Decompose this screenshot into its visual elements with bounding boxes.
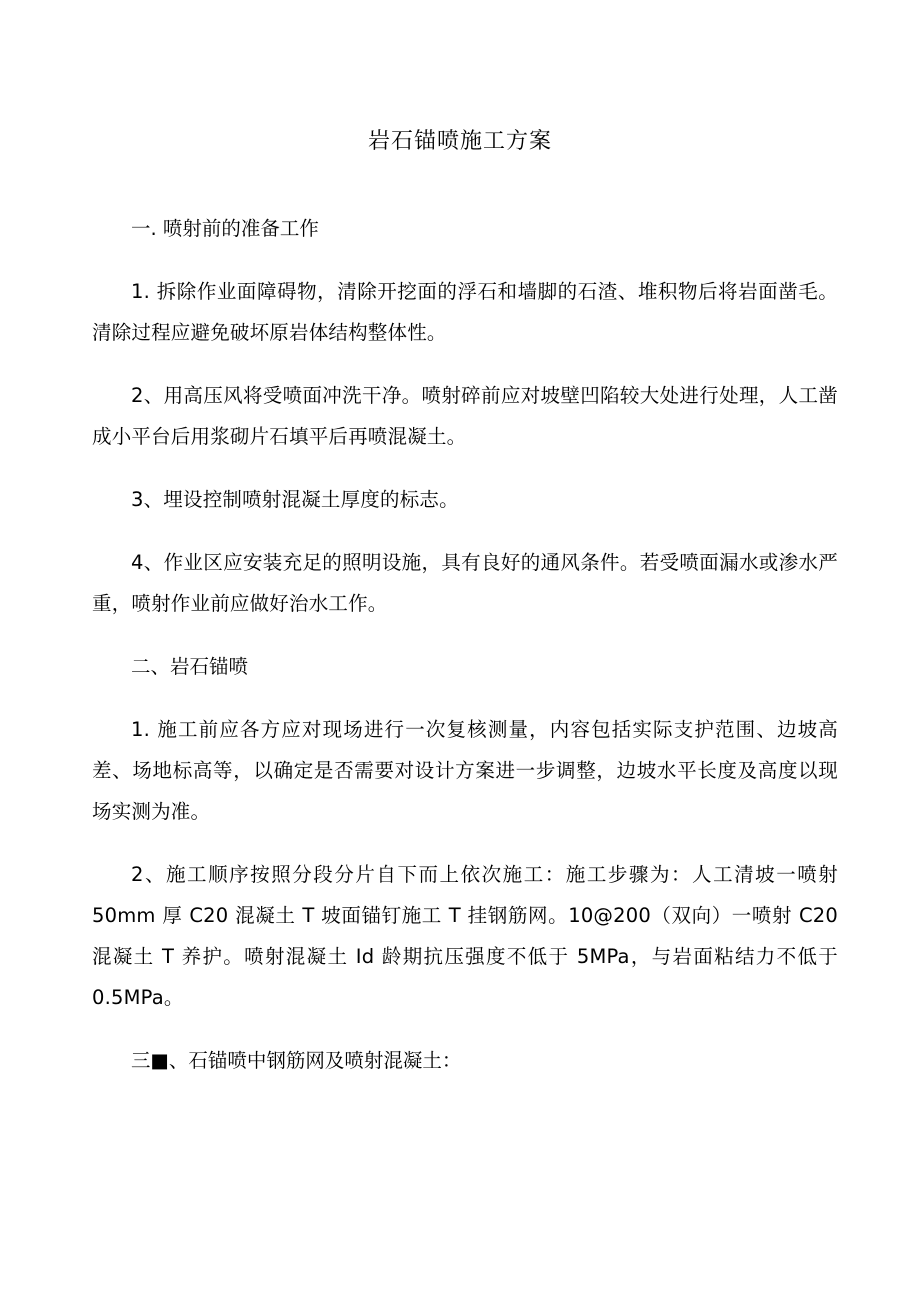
document-body: [92, 208, 838, 1103]
section-2-item-1: 1. 施工前应各方应对现场进行一次复核测量，内容包括实际支护范围、边坡高差、场地标高等，以确定是否需要对设计方案进一步调整，边坡水平长度及高度以现场实测为准。: [92, 718, 838, 823]
section-3-heading: 三■、石锚喷中钢筋网及喷射混凝土：: [131, 1049, 462, 1072]
section-1-heading: 一. 喷射前的准备工作: [131, 217, 319, 240]
section-1-item-1: 1. 拆除作业面障碍物，清除开挖面的浮石和墙脚的石渣、堆积物后将岩面凿毛。清除过程应避免破坏原岩体结构整体性。: [92, 280, 838, 344]
section-2-heading: 二、岩石锚喷: [131, 655, 249, 678]
section-1-item-4: 4、作业区应安装充足的照明设施，具有良好的通风条件。若受喷面漏水或渗水严重，喷射作业前应做好治水工作。: [92, 551, 838, 615]
document-title: 岩石锚喷施工方案: [367, 129, 552, 154]
section-1-item-2: 2、用高压风将受喷面冲洗干净。喷射碎前应对坡壁凹陷较大处进行处理，人工凿成小平台后用浆砌片石填平后再喷混凝土。: [92, 384, 838, 448]
section-2-item-2: 2、施工顺序按照分段分片自下而上依次施工：施工步骤为：人工清坡一喷射 50mm 厚 C20 混凝土 T 坡面锚钉施工 T 挂钢筋网。10@200（双向）一喷射 C20 混凝土 T 养护。喷射混凝土 Id 龄期抗压强度不低于 5MPa，与岩面粘结力不低于 0.5MPa。: [92, 863, 838, 1009]
section-1-item-3: 3、埋设控制喷射混凝土厚度的标志。: [131, 488, 459, 511]
